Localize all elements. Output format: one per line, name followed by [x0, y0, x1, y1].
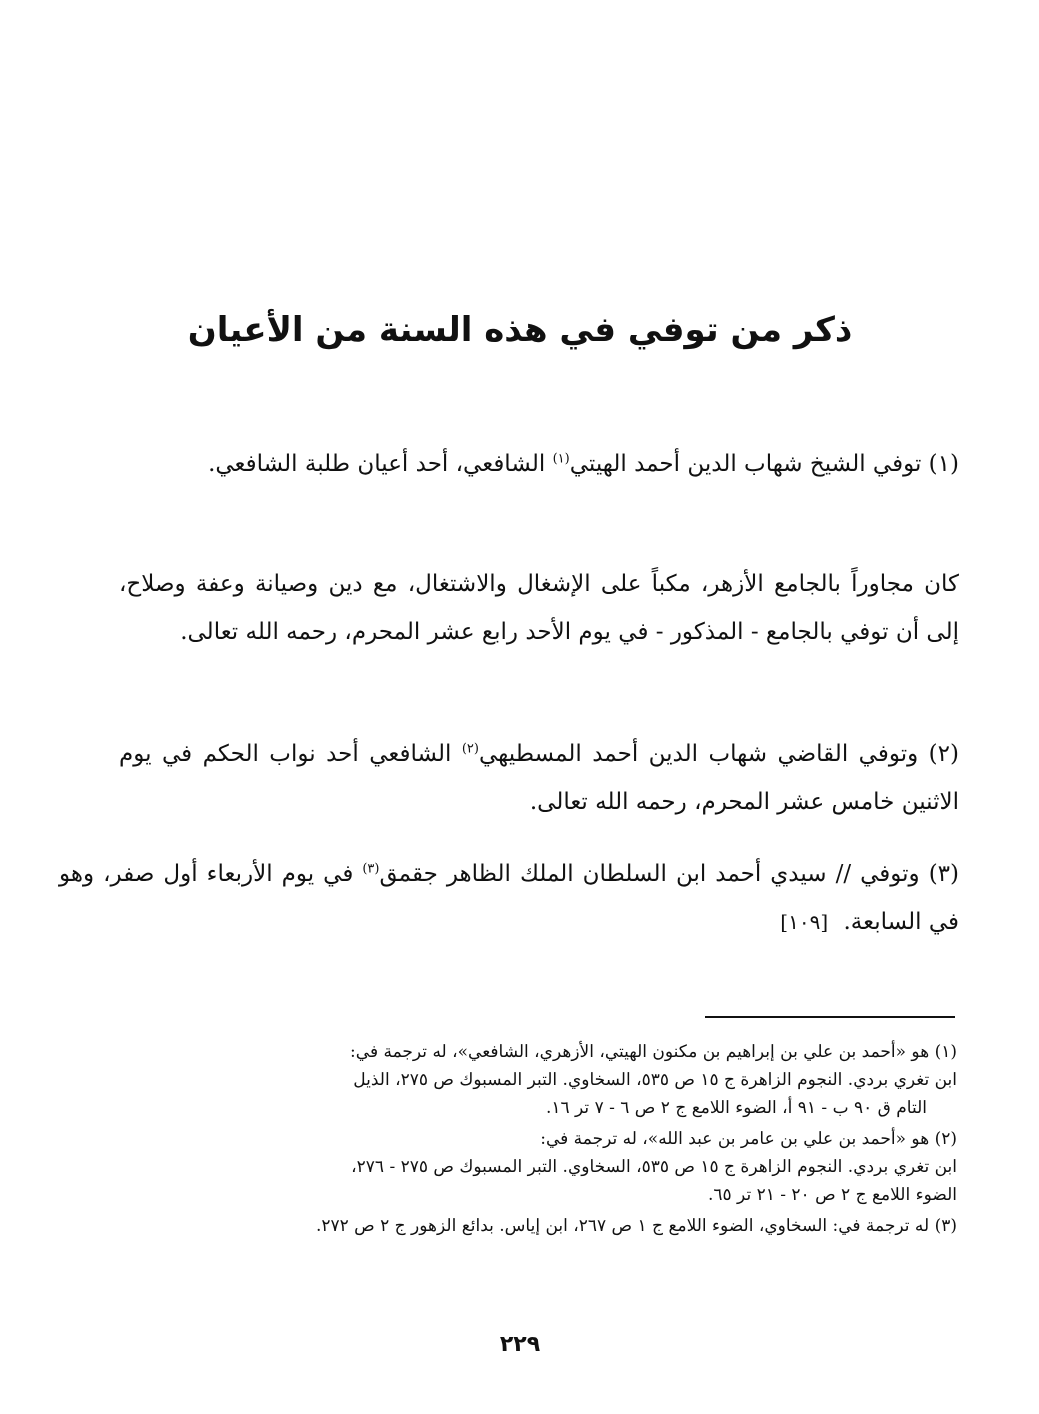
footnote-3 [117, 1212, 957, 1240]
footnote-line: التام ق ٩٠ ب - ٩١ أ، الضوء اللامع ج ٢ ص ٦ - ٧ تر ١٦. [545, 1098, 927, 1118]
footnote-1 [117, 1038, 957, 1122]
footnote-ref[interactable]: (١) [552, 451, 570, 467]
entry-text: الشافعي، أحد أعيان طلبة الشافعي. [208, 451, 546, 477]
entry-text: توفي الشيخ شهاب الدين أحمد الهيتي [569, 451, 922, 477]
footnote-divider [705, 1016, 955, 1018]
footnote-ref[interactable]: (٢) [461, 741, 479, 757]
entry-text: وتوفي القاضي شهاب الدين أحمد المسطيهي [478, 741, 919, 767]
footnote-line: (٣) له ترجمة في: السخاوي، الضوء اللامع ج ١ ص ٢٦٧، ابن إياس. بدائع الزهور ج ٢ ص ٢٧٢. [315, 1216, 957, 1236]
footnotes-list [117, 1038, 957, 1243]
entry-text: وتوفي // سيدي أحمد ابن السلطان الملك الظاهر جقمق [379, 861, 920, 887]
footnote-line: ابن تغري بردي. النجوم الزاهرة ج ١٥ ص ٥٣٥، السخاوي. التبر المسبوك ص ٢٧٥ - ٢٧٦، [351, 1157, 957, 1177]
section-heading: ذكر من توفي في هذه السنة من الأعيان [187, 310, 853, 350]
footnote-line: (١) هو «أحمد بن علي بن إبراهيم بن مكنون الهيتي، الأزهري، الشافعي»، له ترجمة في: [350, 1042, 957, 1062]
entry-marker: (١) [928, 451, 959, 477]
manuscript-folio-marker: [١٠٩] [780, 910, 829, 934]
entry-3 [59, 850, 959, 946]
entry-marker: (٢) [928, 741, 959, 767]
footnote-2 [117, 1125, 957, 1209]
entry-marker: (٣) [928, 861, 960, 887]
page-number: ٢٢٩ [499, 1332, 541, 1357]
entry-1-detail: كان مجاوراً بالجامع الأزهر، مكباً على الإشغال والاشتغال، مع دين وصيانة وعفة وصلاح، إلى أن توفي بالجامع - المذكور - في يوم الأحد رابع عشر المحرم، رحمه الله تعالى. [119, 571, 959, 645]
entry-text: في يوم الأربعاء أول صفر، وهو في السابعة. [59, 861, 959, 935]
footnote-line: ابن تغري بردي. النجوم الزاهرة ج ١٥ ص ٥٣٥، السخاوي. التبر المسبوك ص ٢٧٥، الذيل [353, 1070, 957, 1090]
footnote-line: الضوء اللامع ج ٢ ص ٢٠ - ٢١ تر ٦٥. [707, 1185, 957, 1205]
footnote-line: (٢) هو «أحمد بن علي بن عامر بن عبد الله»، له ترجمة في: [540, 1129, 957, 1149]
entry-text: الشافعي أحد نواب الحكم في يوم الاثنين خامس عشر المحرم، رحمه الله تعالى. [119, 741, 959, 815]
footnote-ref[interactable]: (٣) [362, 861, 380, 877]
entry-1 [119, 440, 959, 488]
entry-2 [119, 730, 959, 826]
